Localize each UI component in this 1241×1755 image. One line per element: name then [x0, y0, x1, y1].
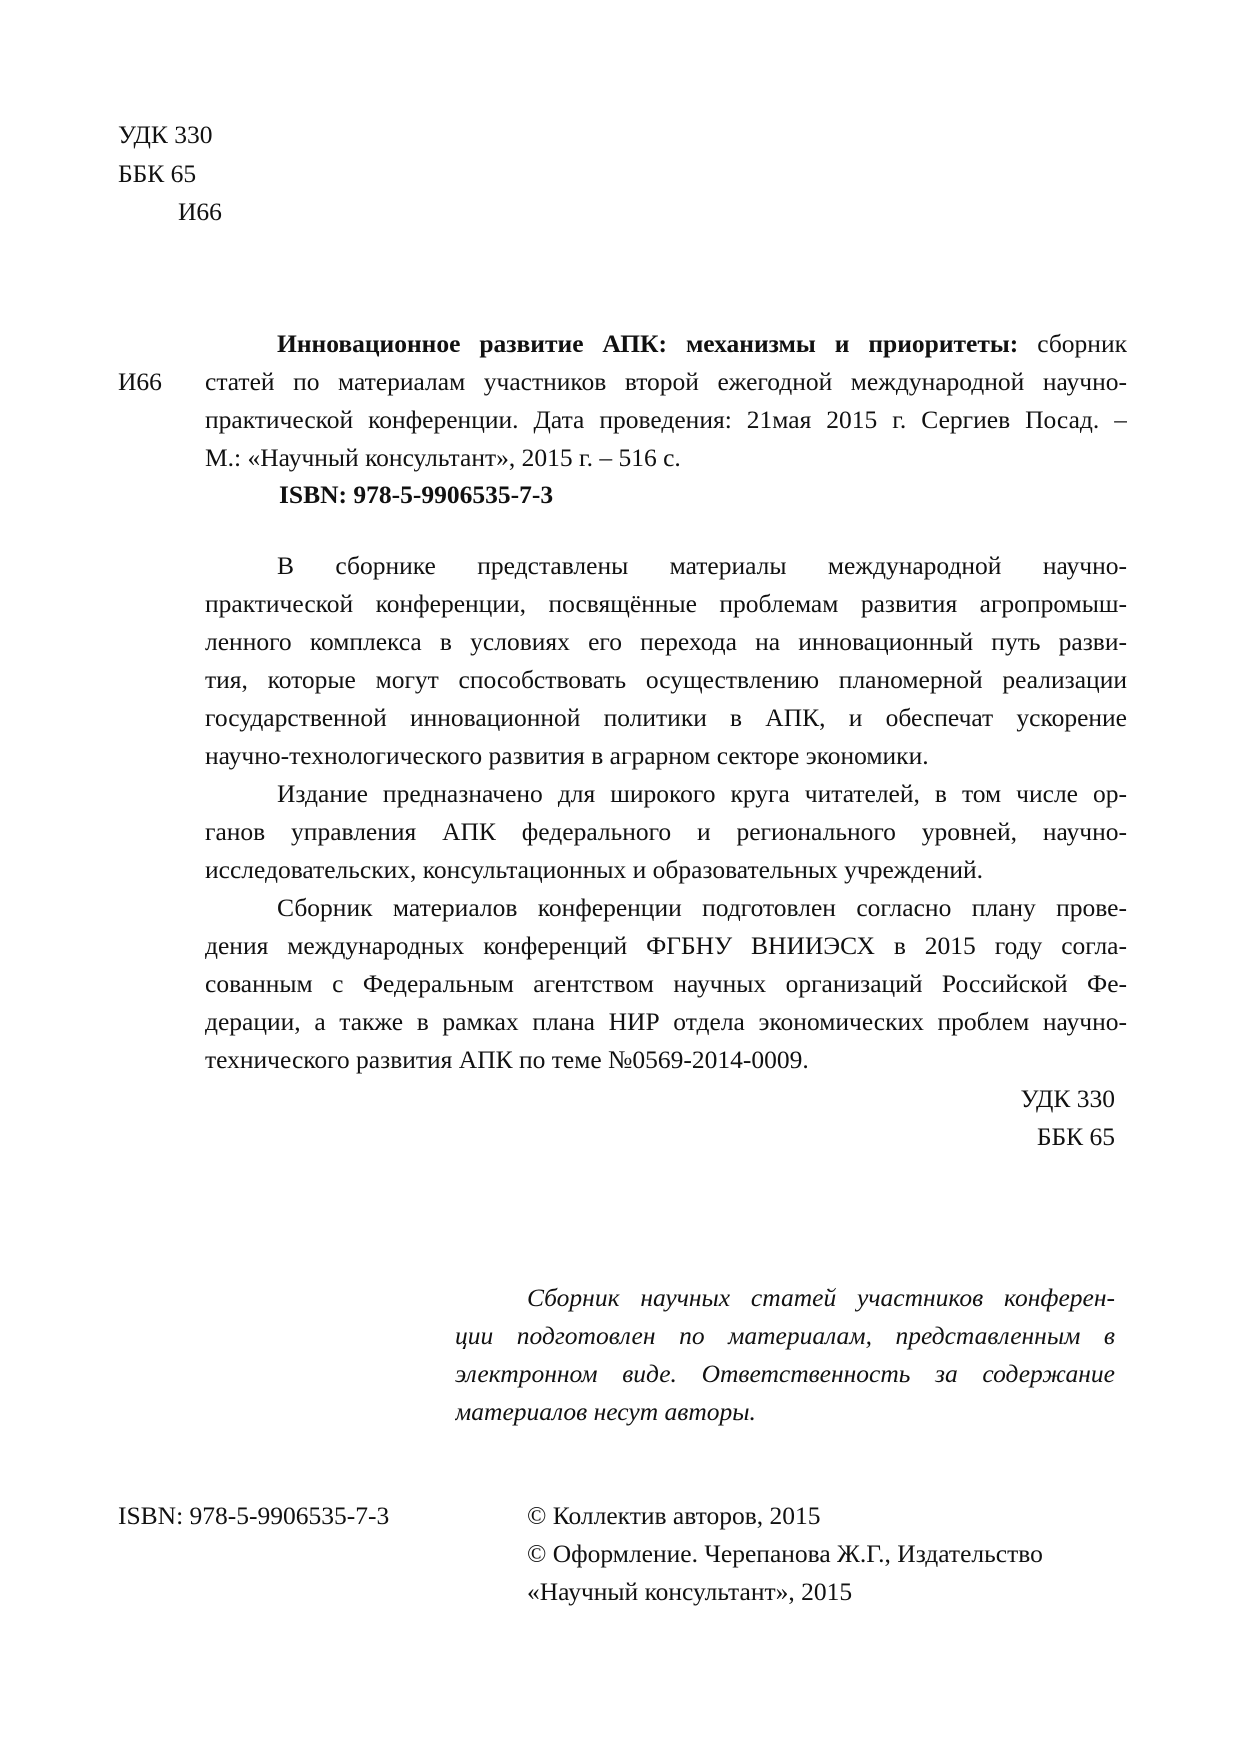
footer-bbk-code: ББК 65 — [1036, 1122, 1115, 1151]
abstract-line: практической конференции, посвящённые проблемам развития агропромыш- — [205, 589, 1127, 618]
biblio-side-mark: И66 — [118, 367, 162, 396]
abstract-line: научно-технологического развития в аграрном секторе экономики. — [205, 741, 929, 770]
biblio-line: практической конференции. Дата проведения: 21мая 2015 г. Сергиев Посад. – — [205, 405, 1127, 434]
abstract-line: дения международных конференций ФГБНУ ВНИИЭСХ в 2015 году согла- — [205, 931, 1127, 960]
note-line: электронном виде. Ответственность за содержание — [455, 1359, 1115, 1388]
udk-code: УДК 330 — [118, 120, 213, 149]
biblio-line: статей по материалам участников второй ежегодной международной научно- — [205, 367, 1127, 396]
copyright-publisher: «Научный консультант», 2015 — [527, 1577, 853, 1606]
biblio-line: М.: «Научный консультант», 2015 г. – 516 с. — [205, 443, 681, 472]
book-title-rest: сборник — [1037, 329, 1127, 358]
abstract-paragraph-3 — [205, 889, 1127, 1079]
abstract-line: сованным с Федеральным агентством научных организаций Российской Фе- — [205, 969, 1127, 998]
abstract-line: исследовательских, консультационных и образовательных учреждений. — [205, 855, 984, 884]
author-mark: И66 — [178, 197, 222, 226]
copyright-design: © Оформление. Черепанова Ж.Г., Издательство — [527, 1539, 1043, 1568]
abstract-line: тия, которые могут способствовать осуществлению планомерной реализации — [205, 665, 1127, 694]
biblio-title-line — [205, 325, 1127, 363]
abstract-line: ганов управления АПК федерального и регионального уровней, научно- — [205, 817, 1127, 846]
note-line: Сборник научных статей участников конферен- — [527, 1283, 1115, 1312]
bottom-isbn: ISBN: 978-5-9906535-7-3 — [118, 1501, 390, 1530]
biblio-isbn: ISBN: 978-5-9906535-7-3 — [279, 480, 554, 509]
biblio-description — [205, 325, 1127, 477]
abstract-line: Сборник материалов конференции подготовлен согласно плану прове- — [277, 893, 1127, 922]
footer-udk-code: УДК 330 — [1020, 1084, 1115, 1113]
abstract-line: ленного комплекса в условиях его перехода на инновационный путь разви- — [205, 627, 1127, 656]
bbk-code: ББК 65 — [118, 159, 197, 188]
copyright-authors: © Коллектив авторов, 2015 — [527, 1501, 821, 1530]
abstract-line: технического развития АПК по теме №0569-2014-0009. — [205, 1045, 809, 1074]
abstract-paragraph-2 — [205, 775, 1127, 889]
responsibility-note — [455, 1279, 1115, 1431]
note-line: материалов несут авторы. — [455, 1397, 756, 1426]
abstract-line: государственной инновационной политики в АПК, и обеспечат ускорение — [205, 703, 1127, 732]
abstract-line: Издание предназначено для широкого круга читателей, в том числе ор- — [277, 779, 1127, 808]
abstract-paragraph-1 — [205, 547, 1127, 775]
abstract-line: дерации, а также в рамках плана НИР отдела экономических проблем научно- — [205, 1007, 1127, 1036]
note-line: ции подготовлен по материалам, представленным в — [455, 1321, 1115, 1350]
book-title: Инновационное развитие АПК: механизмы и приоритеты: — [277, 329, 1019, 358]
abstract-line: В сборнике представлены материалы международной научно- — [277, 551, 1127, 580]
